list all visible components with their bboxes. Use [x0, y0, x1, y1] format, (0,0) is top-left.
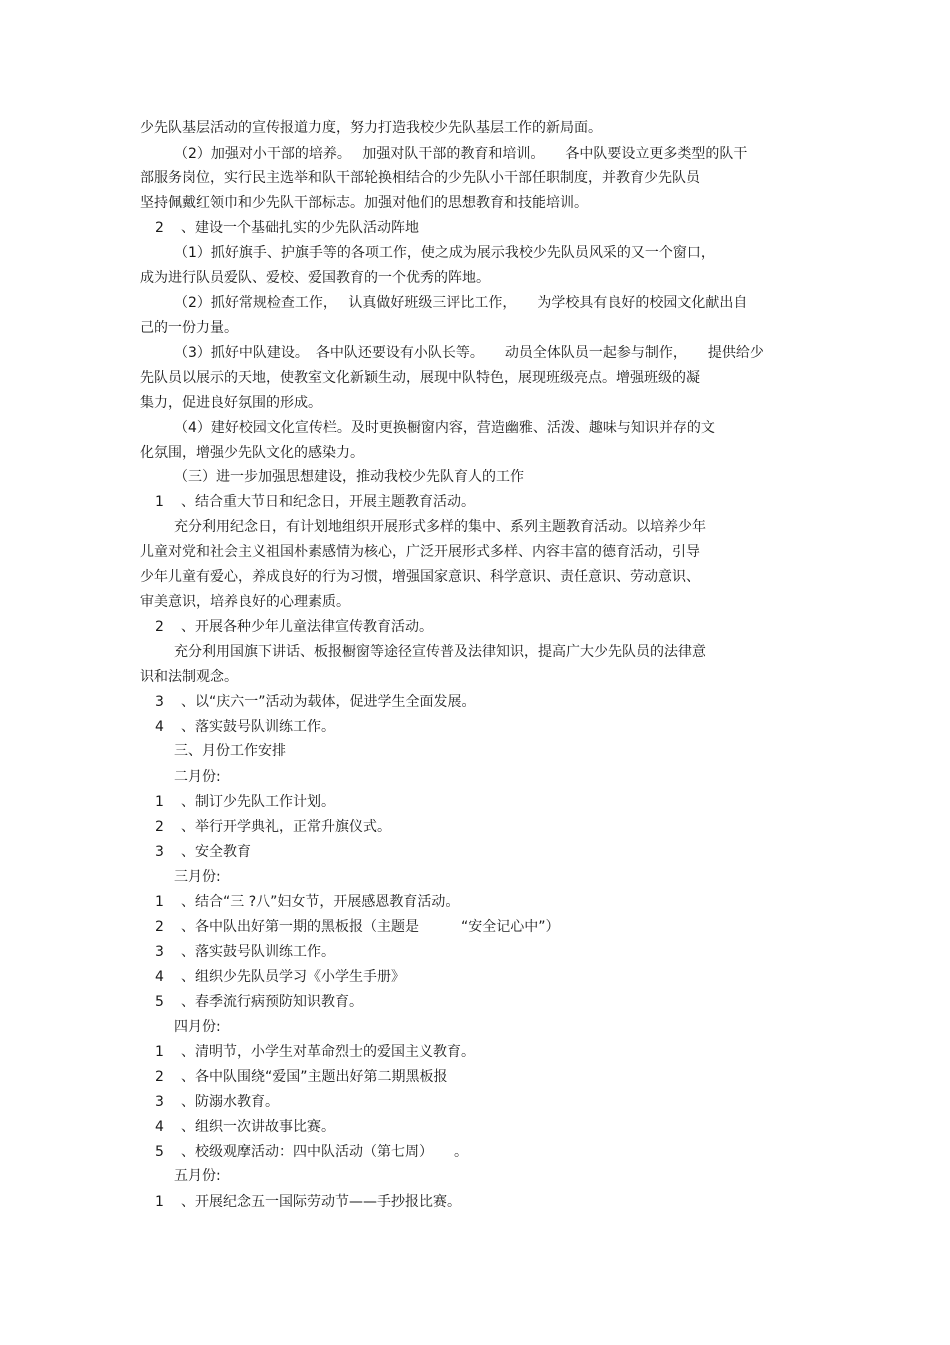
item-text: 、清明节，小学生对革命烈士的爱国主义教育。: [181, 1044, 475, 1060]
month-heading: 三月份:: [174, 869, 221, 885]
text-line: 儿童对党和社会主义祖国朴素感情为核心，广泛开展形式多样、内容丰富的德育活动，引导: [140, 544, 700, 560]
numbered-line: [155, 1068, 448, 1086]
numbered-line: [155, 968, 405, 986]
item-text: 、建设一个基础扎实的少先队活动阵地: [181, 220, 419, 236]
item-number: 2: [155, 220, 164, 236]
item-number: 2: [155, 819, 164, 835]
item-text: 、开展纪念五一国际劳动节——手抄报比赛。: [181, 1194, 461, 1210]
item-number: 1: [155, 794, 164, 810]
numbered-line: [155, 993, 363, 1011]
item-text: 、落实鼓号队训练工作。: [181, 944, 335, 960]
text-line: 己的一份力量。: [140, 320, 238, 336]
item-number: 3: [155, 694, 164, 710]
text-line: 化氛围，增强少先队文化的感染力。: [140, 445, 364, 461]
text-line: 审美意识，培养良好的心理素质。: [140, 594, 350, 610]
item-text: 、安全教育: [181, 844, 251, 860]
text-line: （2）加强对小干部的培养。 加强对队干部的教育和培训。 各中队要设立更多类型的队干: [174, 146, 748, 162]
numbered-line: [155, 818, 391, 836]
item-number: 1: [155, 894, 164, 910]
item-text: 、结合“三 ?八”妇女节，开展感恩教育活动。: [181, 894, 460, 910]
item-text: 、各中队围绕“爱国”主题出好第二期黑板报: [181, 1069, 448, 1085]
item-text: 、组织一次讲故事比赛。: [181, 1119, 335, 1135]
numbered-line: [155, 1143, 468, 1161]
text-line: （3）抓好中队建设。 各中队还要设有小队长等。 动员全体队员一起参与制作， 提供给少: [174, 345, 764, 361]
text-line: （三）进一步加强思想建设，推动我校少先队育人的工作: [174, 469, 524, 485]
numbered-line: [155, 1118, 335, 1136]
numbered-line: [155, 718, 335, 736]
item-number: 5: [155, 1144, 164, 1160]
item-number: 2: [155, 919, 164, 935]
item-text: 、以“庆六一”活动为载体，促进学生全面发展。: [181, 694, 476, 710]
numbered-line: [155, 219, 419, 237]
item-number: 1: [155, 1044, 164, 1060]
numbered-line: [155, 493, 475, 511]
month-heading: 四月份:: [174, 1019, 221, 1035]
text-line: 识和法制观念。: [140, 669, 238, 685]
numbered-line: [155, 1193, 461, 1211]
numbered-line: [155, 918, 560, 936]
text-line: 充分利用国旗下讲话、板报橱窗等途径宣传普及法律知识，提高广大少先队员的法律意: [174, 644, 706, 660]
text-line: 坚持佩戴红领巾和少先队干部标志。加强对他们的思想教育和技能培训。: [140, 195, 588, 211]
item-number: 3: [155, 844, 164, 860]
item-text: 、防溺水教育。: [181, 1094, 279, 1110]
text-line: 充分利用纪念日，有计划地组织开展形式多样的集中、系列主题教育活动。以培养少年: [174, 519, 706, 535]
item-text: 、落实鼓号队训练工作。: [181, 719, 335, 735]
numbered-line: [155, 943, 335, 961]
item-text: 、组织少先队员学习《小学生手册》: [181, 969, 405, 985]
item-number: 4: [155, 969, 164, 985]
numbered-line: [155, 843, 251, 861]
item-number: 4: [155, 719, 164, 735]
text-line: 部服务岗位，实行民主选举和队干部轮换相结合的少先队小干部任职制度，并教育少先队员: [140, 170, 700, 186]
numbered-line: [155, 793, 335, 811]
item-number: 2: [155, 1069, 164, 1085]
section-heading: 三、月份工作安排: [174, 743, 286, 759]
text-line: （4）建好校园文化宣传栏。及时更换橱窗内容，营造幽雅、活泼、趣味与知识并存的文: [174, 420, 715, 436]
item-text: 、开展各种少年儿童法律宣传教育活动。: [181, 619, 433, 635]
numbered-line: [155, 693, 476, 711]
month-heading: 二月份:: [174, 769, 221, 785]
text-line: 成为进行队员爱队、爱校、爱国教育的一个优秀的阵地。: [140, 270, 490, 286]
item-number: 2: [155, 619, 164, 635]
item-number: 1: [155, 494, 164, 510]
item-text: 、春季流行病预防知识教育。: [181, 994, 363, 1010]
item-number: 1: [155, 1194, 164, 1210]
text-line: 少先队基层活动的宣传报道力度，努力打造我校少先队基层工作的新局面。: [140, 120, 602, 136]
item-text: 、各中队出好第一期的黑板报（主题是 “安全记心中”）: [181, 919, 560, 935]
item-number: 3: [155, 944, 164, 960]
text-line: 集力，促进良好氛围的形成。: [140, 395, 322, 411]
item-text: 、举行开学典礼，正常升旗仪式。: [181, 819, 391, 835]
item-number: 5: [155, 994, 164, 1010]
item-number: 4: [155, 1119, 164, 1135]
item-text: 、校级观摩活动：四中队活动（第七周） 。: [181, 1144, 468, 1160]
numbered-line: [155, 1043, 475, 1061]
text-line: （1）抓好旗手、护旗手等的各项工作，使之成为展示我校少先队员风采的又一个窗口，: [174, 245, 715, 261]
numbered-line: [155, 893, 459, 911]
text-line: 先队员以展示的天地，使教室文化新颖生动，展现中队特色，展现班级亮点。增强班级的凝: [140, 370, 700, 386]
month-heading: 五月份:: [174, 1168, 221, 1184]
item-text: 、结合重大节日和纪念日，开展主题教育活动。: [181, 494, 475, 510]
numbered-line: [155, 1093, 279, 1111]
item-number: 3: [155, 1094, 164, 1110]
text-line: （2）抓好常规检查工作， 认真做好班级三评比工作， 为学校具有良好的校园文化献出自: [174, 295, 748, 311]
item-text: 、制订少先队工作计划。: [181, 794, 335, 810]
numbered-line: [155, 618, 433, 636]
text-line: 少年儿童有爱心，养成良好的行为习惯，增强国家意识、科学意识、责任意识、劳动意识、: [140, 569, 700, 585]
